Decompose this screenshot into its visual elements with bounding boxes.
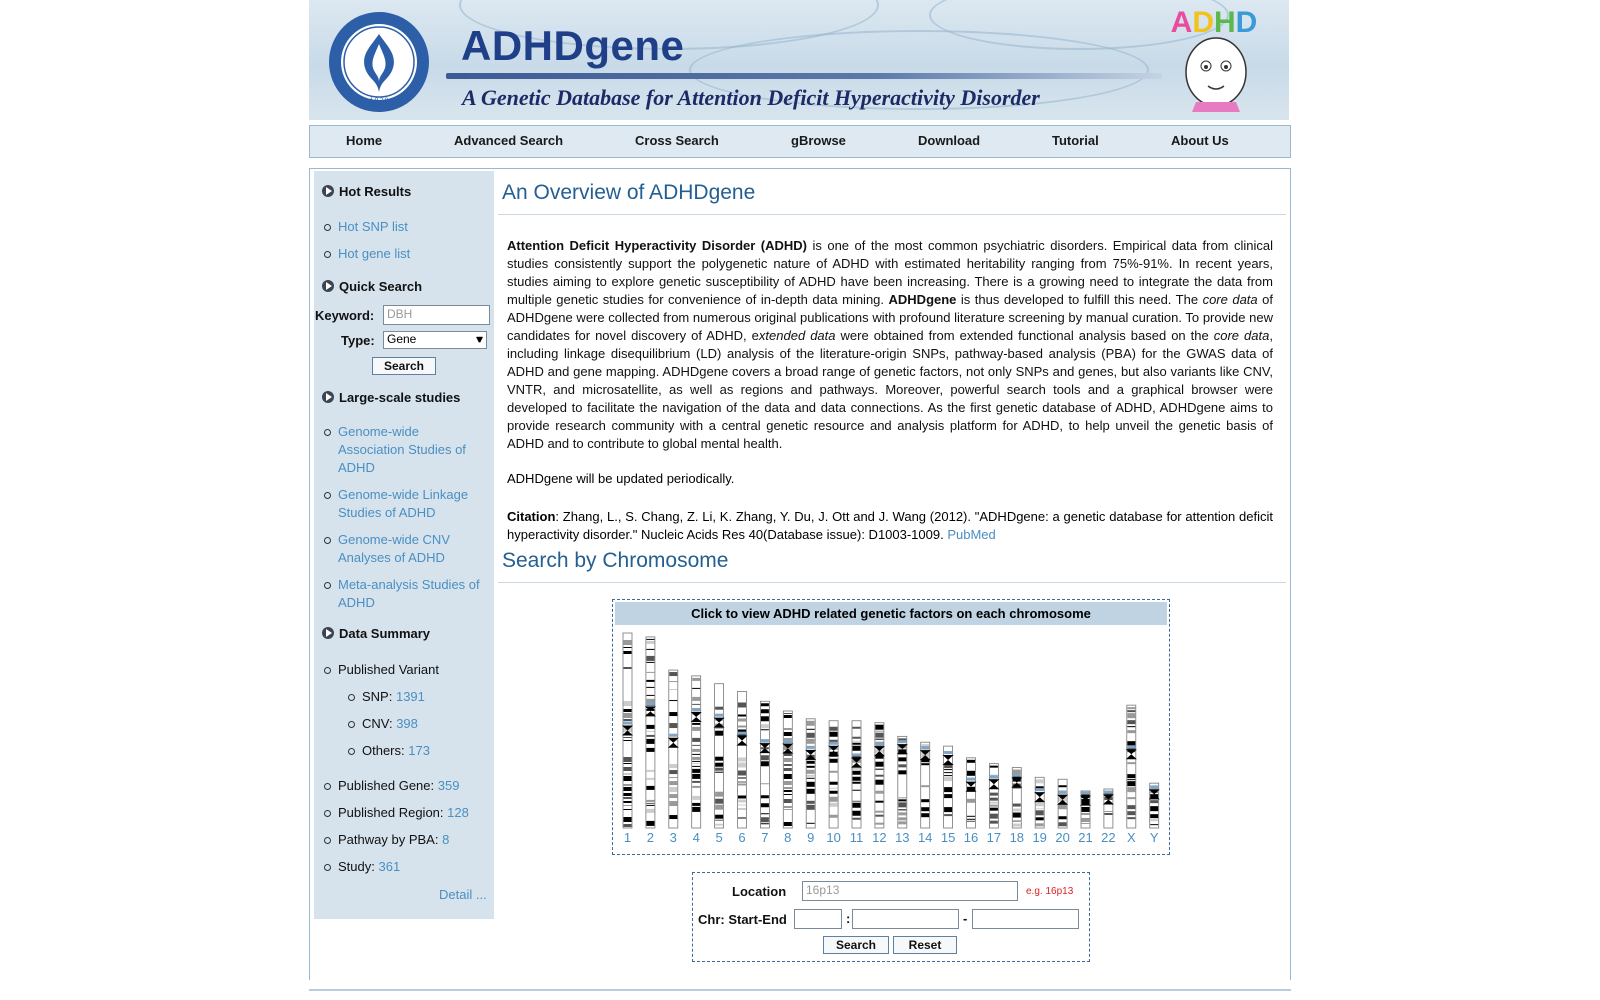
chromosome-6[interactable] <box>737 692 748 846</box>
overview-paragraph: Attention Deficit Hyperactivity Disorder (ADHD) is one of the most common psychiatric disorders. Empirical data from clinical studies consistently support the polygenetic nature of ADHD with estimated heritability ranging from 75%-91%. In recent years, studies aiming to explore genetic susceptibility of ADHD have been increasing. There is a growing need to integrate the data from multiple genetic studies for convenience of in-depth data mining. ADHDgene is thus developed to fulfill this need. The core data of ADHDgene were collected from numerous original publications with profound literature screening by manual curation. To provide new candidates for novel discovery of ADHD, extended data were obtained from extended functional analysis based on the core data, including linkage disequilibrium (LD) analysis of the literature-origin SNPs, pathway-based analysis (PBA) for the GWAS data of ADHD and gene mapping. ADHDgene covers a broad range of genetic factors, not only SNPs and genes, but also variants like CNV, VNTR, and microsatellite, as well as regions and pathways. Moreover, powerful search tools and a graphical browser were developed to facilitate the navigation of the data and data connections. As the first genetic database of ADHD, ADHDgene aims to provide research community with a central genetic resource and analysis platform for ADHD, to help unveil the genetic basis of ADHD and to contribute to global mental health. <box>507 238 1273 451</box>
chromosome-14[interactable] <box>918 742 932 845</box>
chromosome-label[interactable]: 2 <box>646 830 655 845</box>
nav-about-us[interactable]: About Us <box>1171 133 1229 148</box>
nav-gbrowse[interactable]: gBrowse <box>791 133 846 148</box>
pubmed-link[interactable]: PubMed <box>947 527 996 542</box>
nav-advanced-search[interactable]: Advanced Search <box>454 133 564 148</box>
snp-count-link[interactable]: 1391 <box>395 689 425 704</box>
snp-count-item: SNP: 1391 <box>324 688 474 706</box>
arrow-bullet-icon <box>322 185 334 197</box>
data-summary-list <box>324 661 474 876</box>
chromosome-label[interactable]: 19 <box>1032 830 1047 845</box>
chromosome-15[interactable] <box>941 746 955 845</box>
chromosome-label[interactable]: 13 <box>895 830 910 845</box>
chromosome-20[interactable] <box>1055 779 1069 845</box>
chromosome-label[interactable]: 17 <box>986 830 1002 845</box>
nav-cross-search[interactable]: Cross Search <box>635 133 719 148</box>
site-banner <box>309 0 1289 120</box>
chromosome-label[interactable]: 22 <box>1101 830 1116 845</box>
nav-tutorial[interactable]: Tutorial <box>1052 133 1099 148</box>
chromosome-label[interactable]: 3 <box>669 830 677 845</box>
chromosome-label[interactable]: 12 <box>872 830 887 845</box>
section-divider <box>498 582 1286 583</box>
footer-divider <box>309 989 1291 991</box>
quick-search-button[interactable]: Search <box>372 357 436 375</box>
hot-results-label: Hot Results <box>339 184 412 199</box>
data-summary-label: Data Summary <box>339 626 431 641</box>
chromosome-17[interactable] <box>987 764 1001 845</box>
hot-results-heading <box>322 184 411 199</box>
svg-text:1 9 2 9: 1 9 2 9 <box>369 98 389 104</box>
arrow-bullet-icon <box>322 280 334 292</box>
quick-search-heading <box>322 279 422 294</box>
main-nav <box>309 125 1291 158</box>
chromosome-4[interactable] <box>691 676 702 845</box>
institute-logo[interactable] <box>327 10 431 114</box>
pathway-item: Pathway by PBA: 8 <box>324 831 474 849</box>
chromosome-label[interactable]: 20 <box>1055 830 1070 845</box>
main-container <box>309 168 1291 980</box>
detail-link[interactable]: Detail ... <box>439 887 487 902</box>
chromosome-search-title: Search by Chromosome <box>502 549 729 572</box>
arrow-bullet-icon <box>322 391 334 403</box>
chromosome-label[interactable]: 15 <box>940 830 956 845</box>
chromosome-label[interactable]: 7 <box>761 830 769 845</box>
chromosome-8[interactable] <box>782 711 793 845</box>
chromosome-Y[interactable] <box>1149 783 1160 845</box>
large-scale-label: Large-scale studies <box>339 390 461 405</box>
gwas-studies-link[interactable]: Genome-wide Association Studies of ADHD <box>324 423 482 477</box>
chromosome-19[interactable] <box>1032 777 1046 845</box>
chromosome-label[interactable]: 18 <box>1009 830 1025 845</box>
chromosome-X[interactable] <box>1126 705 1137 845</box>
svg-text:ADHD: ADHD <box>1170 6 1258 39</box>
study-item: Study: 361 <box>324 858 474 876</box>
overview-title: An Overview of ADHDgene <box>502 181 756 204</box>
chromosome-label[interactable]: X <box>1126 830 1136 845</box>
citation: Citation: Zhang, L., S. Chang, Z. Li, K. Zhang, Y. Du, J. Ott and J. Wang (2012). "ADHDgene: a genetic database for attention deficit hyperactivity disorder." Nucleic Acids Res 40(Database issue): D1003-1009. PubMed <box>507 509 1273 542</box>
keyword-label: Keyword: <box>315 308 375 323</box>
cnv-count-item: CNV: 398 <box>324 715 474 733</box>
nav-download[interactable]: Download <box>918 133 981 148</box>
chromosome-label[interactable]: 1 <box>623 830 632 845</box>
chromosome-ideogram <box>613 628 1169 854</box>
site-title: ADHDgene <box>461 22 685 69</box>
hot-gene-list-link[interactable]: Hot gene list <box>324 245 474 263</box>
chromosome-label[interactable]: 4 <box>692 830 700 845</box>
meta-analysis-link[interactable]: Meta-analysis Studies of ADHD <box>324 576 482 612</box>
others-count-item: Others: 173 <box>324 742 474 760</box>
chromosome-21[interactable] <box>1078 791 1092 845</box>
chromosome-label[interactable]: 8 <box>784 830 792 845</box>
linkage-studies-link[interactable]: Genome-wide Linkage Studies of ADHD <box>324 486 482 522</box>
adhd-mascot-image <box>1152 2 1284 118</box>
large-scale-list <box>324 423 482 612</box>
sidebar <box>314 171 494 919</box>
chromosome-18[interactable] <box>1010 768 1024 845</box>
published-variant-item <box>324 661 474 679</box>
nav-home[interactable]: Home <box>346 133 383 148</box>
others-count-link[interactable]: 173 <box>408 743 430 758</box>
chromosome-label[interactable]: 5 <box>715 830 723 845</box>
update-note: ADHDgene will be updated periodically. <box>507 471 735 486</box>
chromosome-9[interactable] <box>805 719 816 845</box>
large-scale-heading <box>322 390 460 405</box>
chromosome-label[interactable]: Y <box>1149 830 1159 845</box>
study-count-link[interactable]: 361 <box>378 859 401 874</box>
location-label: Location <box>732 884 787 899</box>
published-region-item: Published Region: 128 <box>324 804 474 822</box>
type-label: Type: <box>341 333 375 348</box>
location-input[interactable]: 16p13 <box>802 881 1018 901</box>
chromosome-16[interactable] <box>964 758 978 845</box>
chromosome-22[interactable] <box>1101 789 1115 845</box>
quick-search-label: Quick Search <box>339 279 423 294</box>
gene-count-link[interactable]: 359 <box>437 778 460 793</box>
hot-results-list <box>324 218 474 263</box>
chromosome-12[interactable] <box>872 723 886 845</box>
colon-separator: : <box>846 911 851 926</box>
range-label: Chr: Start-End <box>698 912 787 927</box>
published-gene-item: Published Gene: 359 <box>324 777 474 795</box>
location-search-button[interactable]: Search <box>823 936 889 954</box>
data-summary-heading <box>322 626 430 641</box>
chromosome-3[interactable] <box>668 670 679 845</box>
keyword-input[interactable]: DBH <box>383 305 490 325</box>
end-input[interactable] <box>972 909 1079 929</box>
cnv-analyses-link[interactable]: Genome-wide CNV Analyses of ADHD <box>324 531 482 567</box>
chr-input[interactable] <box>794 909 842 929</box>
chromosome-label[interactable]: 14 <box>917 830 933 845</box>
hot-snp-list-link[interactable]: Hot SNP list <box>324 218 474 236</box>
chromosome-2[interactable] <box>645 637 656 845</box>
pathway-count-link[interactable]: 8 <box>442 832 450 847</box>
published-variant-label: Published Variant <box>338 662 439 677</box>
dash-separator: - <box>963 911 968 926</box>
chromosome-1[interactable] <box>622 633 633 845</box>
chromosome-11[interactable] <box>850 721 864 845</box>
type-select[interactable] <box>383 331 487 349</box>
chromosome-13[interactable] <box>895 736 909 845</box>
chromosome-label[interactable]: 16 <box>963 830 979 845</box>
location-example: e.g. 16p13 <box>1026 886 1074 897</box>
chromosome-label[interactable]: 9 <box>807 830 815 845</box>
site-subtitle: A Genetic Database for Attention Deficit Hyperactivity Disorder <box>462 85 1040 110</box>
chromosome-7[interactable] <box>759 701 770 845</box>
chromosome-label[interactable]: 6 <box>738 830 746 845</box>
region-count-link[interactable]: 128 <box>447 805 469 820</box>
section-divider <box>498 214 1286 215</box>
chromosome-panel <box>612 599 1170 855</box>
chromosome-panel-header: Click to view ADHD related genetic factors on each chromosome <box>615 602 1167 625</box>
title-divider <box>446 73 1162 79</box>
chromosome-5[interactable] <box>714 684 725 845</box>
arrow-bullet-icon <box>322 627 334 639</box>
chromosome-10[interactable] <box>826 721 840 845</box>
chromosome-label[interactable]: 10 <box>826 830 841 845</box>
start-input[interactable] <box>852 909 959 929</box>
chromosome-label[interactable]: 21 <box>1078 830 1093 845</box>
chromosome-label[interactable]: 11 <box>849 830 864 845</box>
cnv-count-link[interactable]: 398 <box>396 716 418 731</box>
location-search-form <box>692 872 1090 962</box>
type-select-value: Gene <box>387 332 417 346</box>
reset-button[interactable]: Reset <box>893 936 957 954</box>
chevron-down-icon: ▾ <box>476 332 483 346</box>
